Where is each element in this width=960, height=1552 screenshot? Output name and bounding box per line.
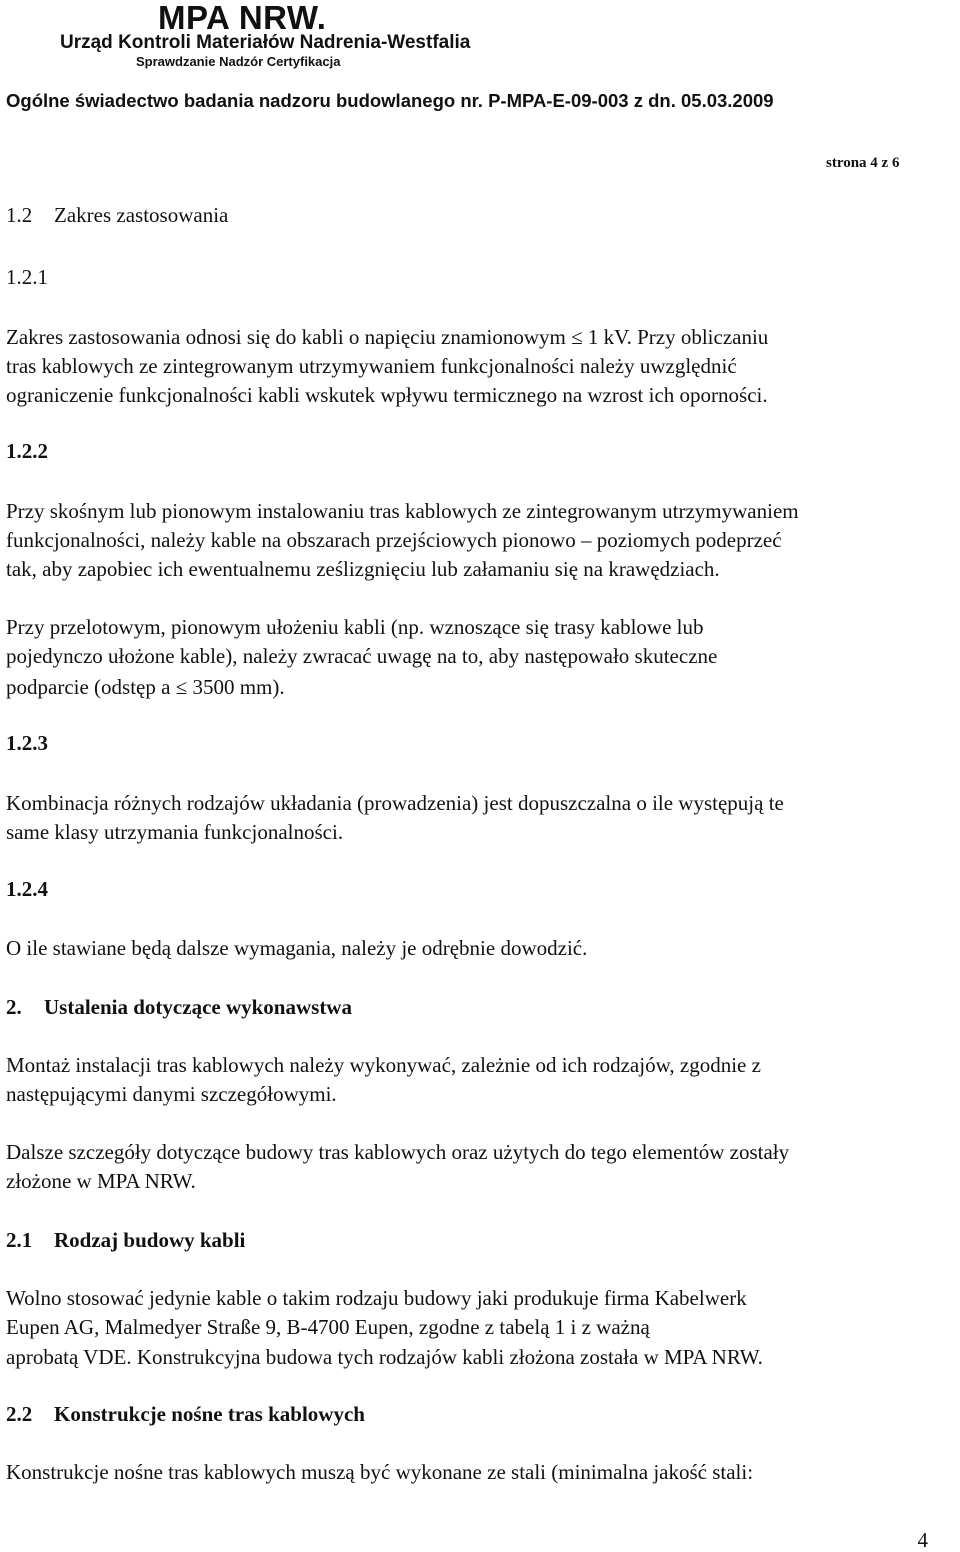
section-heading-2-1 (6, 1225, 245, 1255)
paragraph-line: Przy skośnym lub pionowym instalowaniu tras kablowych ze zintegrowanym utrzymywaniem (6, 499, 799, 523)
section-number-1-2-3: 1.2.3 (6, 731, 48, 755)
section-title: Rodzaj budowy kabli (54, 1228, 246, 1252)
paragraph-line: tak, aby zapobiec ich ewentualnemu ześlizgnięciu lub załamaniu się na krawędziach. (6, 557, 720, 581)
page-label: strona 4 z 6 (826, 155, 900, 171)
page-number: 4 (917, 1528, 928, 1552)
section-title: Konstrukcje nośne tras kablowych (54, 1402, 365, 1426)
paragraph-line: tras kablowych ze zintegrowanym utrzymywaniem funkcjonalności należy uwzględnić (6, 354, 737, 378)
paragraph-line: Kombinacja różnych rodzajów układania (prowadzenia) jest dopuszczalna o ile występują te (6, 791, 784, 815)
section-number: 2.2 (6, 1402, 33, 1426)
section-number: 1.2 (6, 203, 33, 227)
paragraph-line: Konstrukcje nośne tras kablowych muszą być wykonane ze stali (minimalna jakość stali: (6, 1460, 754, 1484)
paragraph-line: pojedynczo ułożone kable), należy zwracać uwagę na to, aby następowało skuteczne (6, 644, 718, 668)
paragraph-line: ograniczenie funkcjonalności kabli wskutek wpływu termicznego na wzrost ich oporności. (6, 383, 768, 407)
section-number-1-2-4: 1.2.4 (6, 877, 48, 901)
paragraph-line: złożone w MPA NRW. (6, 1169, 196, 1193)
org-logo-text: MPA NRW. (158, 0, 327, 36)
section-number-1-2-1: 1.2.1 (6, 265, 48, 289)
paragraph-line: aprobatą VDE. Konstrukcyjna budowa tych rodzajów kabli złożona została w MPA NRW. (6, 1345, 763, 1369)
section-title: Ustalenia dotyczące wykonawstwa (44, 995, 352, 1019)
paragraph-line: Montaż instalacji tras kablowych należy wykonywać, zależnie od ich rodzajów, zgodnie z (6, 1053, 761, 1077)
org-full-name: Urząd Kontroli Materiałów Nadrenia-Westfalia (60, 32, 471, 53)
paragraph-line: następującymi danymi szczegółowymi. (6, 1082, 337, 1106)
paragraph-line: same klasy utrzymania funkcjonalności. (6, 820, 344, 844)
section-heading-2 (6, 992, 352, 1022)
section-heading-1-2 (6, 200, 228, 230)
section-number-1-2-2: 1.2.2 (6, 439, 48, 463)
paragraph-line: funkcjonalności, należy kable na obszarach przejściowych pionowo – poziomych podeprzeć (6, 528, 782, 552)
certificate-title: Ogólne świadectwo badania nadzoru budowlanego nr. P-MPA-E-09-003 z dn. 05.03.2009 (6, 90, 774, 111)
section-number: 2.1 (6, 1228, 33, 1252)
paragraph-line: podparcie (odstęp a ≤ 3500 mm). (6, 675, 285, 699)
paragraph-line: Wolno stosować jedynie kable o takim rodzaju budowy jaki produkuje firma Kabelwerk (6, 1286, 747, 1310)
org-tagline: Sprawdzanie Nadzór Certyfikacja (136, 54, 341, 69)
paragraph-line: Przy przelotowym, pionowym ułożeniu kabli (np. wznoszące się trasy kablowe lub (6, 615, 704, 639)
section-title: Zakres zastosowania (54, 203, 229, 227)
paragraph-line: Zakres zastosowania odnosi się do kabli o napięciu znamionowym ≤ 1 kV. Przy obliczaniu (6, 325, 769, 349)
paragraph-line: Eupen AG, Malmedyer Straße 9, B-4700 Eupen, zgodne z tabelą 1 i z ważną (6, 1315, 650, 1339)
paragraph-line: Dalsze szczegóły dotyczące budowy tras kablowych oraz użytych do tego elementów zostały (6, 1140, 790, 1164)
section-number: 2. (6, 995, 22, 1019)
paragraph-line: O ile stawiane będą dalsze wymagania, należy je odrębnie dowodzić. (6, 936, 588, 960)
section-heading-2-2 (6, 1399, 365, 1429)
